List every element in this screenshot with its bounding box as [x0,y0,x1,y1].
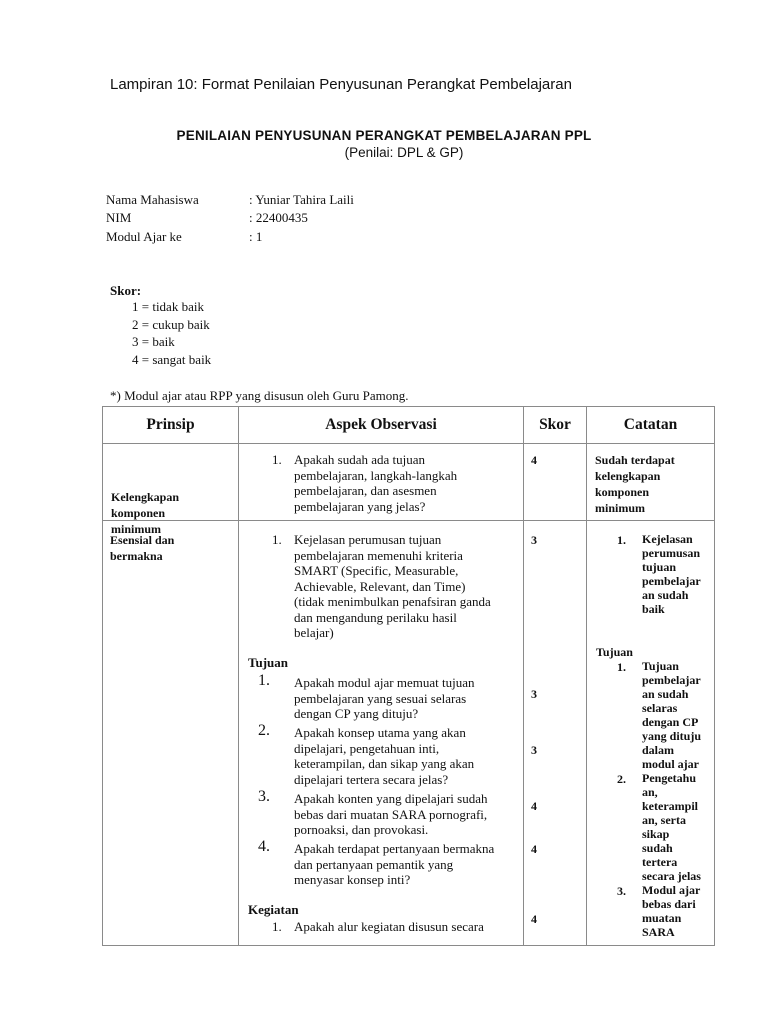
text-line: yang dituju [642,729,702,743]
list-number: 1. [272,532,282,547]
document-title: PENILAIAN PENYUSUNAN PERANGKAT PEMBELAJARAN PPL [176,128,592,143]
text-line: bermakna [110,549,163,563]
nim-value: : 22400435 [249,210,308,225]
text-line: sikap [642,827,670,841]
text-line: Apakah konten yang dipelajari sudah [294,791,488,806]
text-line: dipelajari tertera secara jelas? [294,771,449,787]
text-line: an sudah [642,687,689,701]
catatan-text [642,532,701,616]
text-line: dan mengandung perilaku hasil [294,609,457,625]
catatan-text [642,771,701,883]
text-line: bebas dari [642,897,696,911]
column-header-prinsip: Prinsip [103,407,239,444]
text-line: selaras [642,701,678,715]
student-name-label: Nama Mahasiswa [106,192,199,207]
score-value: 3 [531,533,537,547]
text-line: Kejelasan [642,532,693,546]
text-line: Apakah modul ajar memuat tujuan [294,675,475,690]
text-line: secara jelas [642,869,701,883]
prinsip-cell [103,444,239,536]
aspek-text [294,675,475,722]
text-line: dan pertanyaan pemantik yang [294,856,454,872]
text-line: muatan [642,911,682,925]
list-number: 1. [617,660,626,674]
text-line: perumusan [642,546,701,560]
module-value: : 1 [249,229,263,244]
text-line: Esensial dan [110,533,175,547]
document-subtitle: (Penilai: DPL & GP) [344,145,464,160]
text-line: pembelajaran, langkah-langkah [294,467,458,483]
score-value: 3 [531,743,537,757]
section-label-kegiatan: Kegiatan [248,902,299,917]
list-number: 1. [617,533,626,547]
column-header-aspek: Aspek Observasi [239,407,524,444]
text-line: pembelajar [642,673,701,687]
text-line: Achievable, Relevant, dan Time) [294,578,466,594]
list-number: 1. [258,672,270,689]
aspek-text [294,725,474,787]
score-legend-item: 3 = baik [132,334,175,349]
student-name-value: : Yuniar Tahira Laili [249,192,354,207]
score-legend-item: 1 = tidak baik [132,299,204,314]
list-number: 1. [272,452,282,467]
skor-cell [524,521,587,946]
prinsip-text [110,532,174,564]
list-number: 2. [617,772,626,786]
text-line: belajar) [294,625,334,640]
section-label-tujuan: Tujuan [248,655,288,670]
list-number: 4. [258,838,270,855]
text-line: dengan CP [642,715,699,729]
list-number: 3. [617,884,626,898]
text-line: sudah [642,841,673,855]
text-line: pornoaksi, dan provokasi. [294,822,429,837]
aspek-text [294,791,488,838]
text-line: SMART (Specific, Measurable, [294,563,459,578]
text-line: an sudah [642,588,689,602]
list-number: 1. [272,919,282,934]
score-value: 4 [531,799,537,813]
text-line: keterampilan, dan sikap yang akan [294,756,475,771]
text-line: an, [642,785,658,799]
catatan-text [642,883,700,939]
text-line: Kejelasan perumusan tujuan [294,532,442,547]
text-line: dalam [642,743,675,757]
text-line: baik [642,602,665,616]
text-line: Modul ajar [642,883,701,897]
nim-label: NIM [106,210,132,225]
text-line: bebas dari muatan SARA pornografi, [294,806,488,822]
text-line: komponen [111,506,166,520]
text-line: Kelengkapan [111,490,180,504]
column-header-catatan: Catatan [587,407,715,444]
text-line: pembelajaran yang jelas? [294,498,426,514]
text-line: keterampil [642,799,698,813]
text-line: kelengkapan [595,469,661,483]
score-legend-item: 4 = sangat baik [132,352,212,367]
text-line: an, serta [642,813,686,827]
text-line: komponen [595,485,650,499]
list-number: 2. [258,722,270,739]
text-line: Tujuan [642,659,679,673]
text-line: Apakah sudah ada tujuan [294,452,426,467]
text-line: Apakah terdapat pertanyaan bermakna [294,841,495,856]
text-line: Pengetahu [642,771,696,785]
catatan-section-label: Tujuan [596,645,633,659]
prinsip-cell [103,521,239,946]
aspek-text [294,841,494,888]
text-line: Sudah terdapat [595,453,675,467]
text-line: pembelajaran, dan asesmen [294,483,437,498]
text-line: pembelajar [642,574,701,588]
aspek-text [294,532,491,641]
score-legend-item: 2 = cukup baik [132,317,210,332]
text-line: minimum [595,501,646,515]
aspek-text [294,452,457,514]
score-value: 4 [531,453,537,467]
footnote: *) Modul ajar atau RPP yang disusun oleh Guru Pamong. [110,388,409,403]
attachment-heading: Lampiran 10: Format Penilaian Penyusunan Perangkat Pembelajaran [110,76,572,93]
text-line: SARA [642,925,675,939]
text-line: minimum [111,522,162,536]
score-value: 4 [531,842,537,856]
text-line: menyasar konsep inti? [294,872,411,887]
score-value: 3 [531,687,537,701]
aspek-text: Apakah alur kegiatan disusun secara [294,919,484,934]
column-header-skor: Skor [524,407,587,444]
text-line: pembelajaran memenuhi kriteria [294,547,463,563]
text-line: tertera [642,855,678,869]
text-line: (tidak menimbulkan penafsiran ganda [294,594,491,609]
score-value: 4 [531,912,537,926]
text-line: tujuan [642,560,677,574]
text-line: modul ajar [642,757,699,771]
text-line: dengan CP yang dituju? [294,706,419,721]
catatan-text [595,452,675,516]
module-label: Modul Ajar ke [106,229,182,244]
text-line: dipelajari, pengetahuan inti, [294,740,440,756]
catatan-text [642,659,701,771]
list-number: 3. [258,788,270,805]
text-line: pembelajaran yang sesuai selaras [294,690,467,706]
text-line: Apakah konsep utama yang akan [294,725,466,740]
score-legend-title: Skor: [110,283,142,298]
